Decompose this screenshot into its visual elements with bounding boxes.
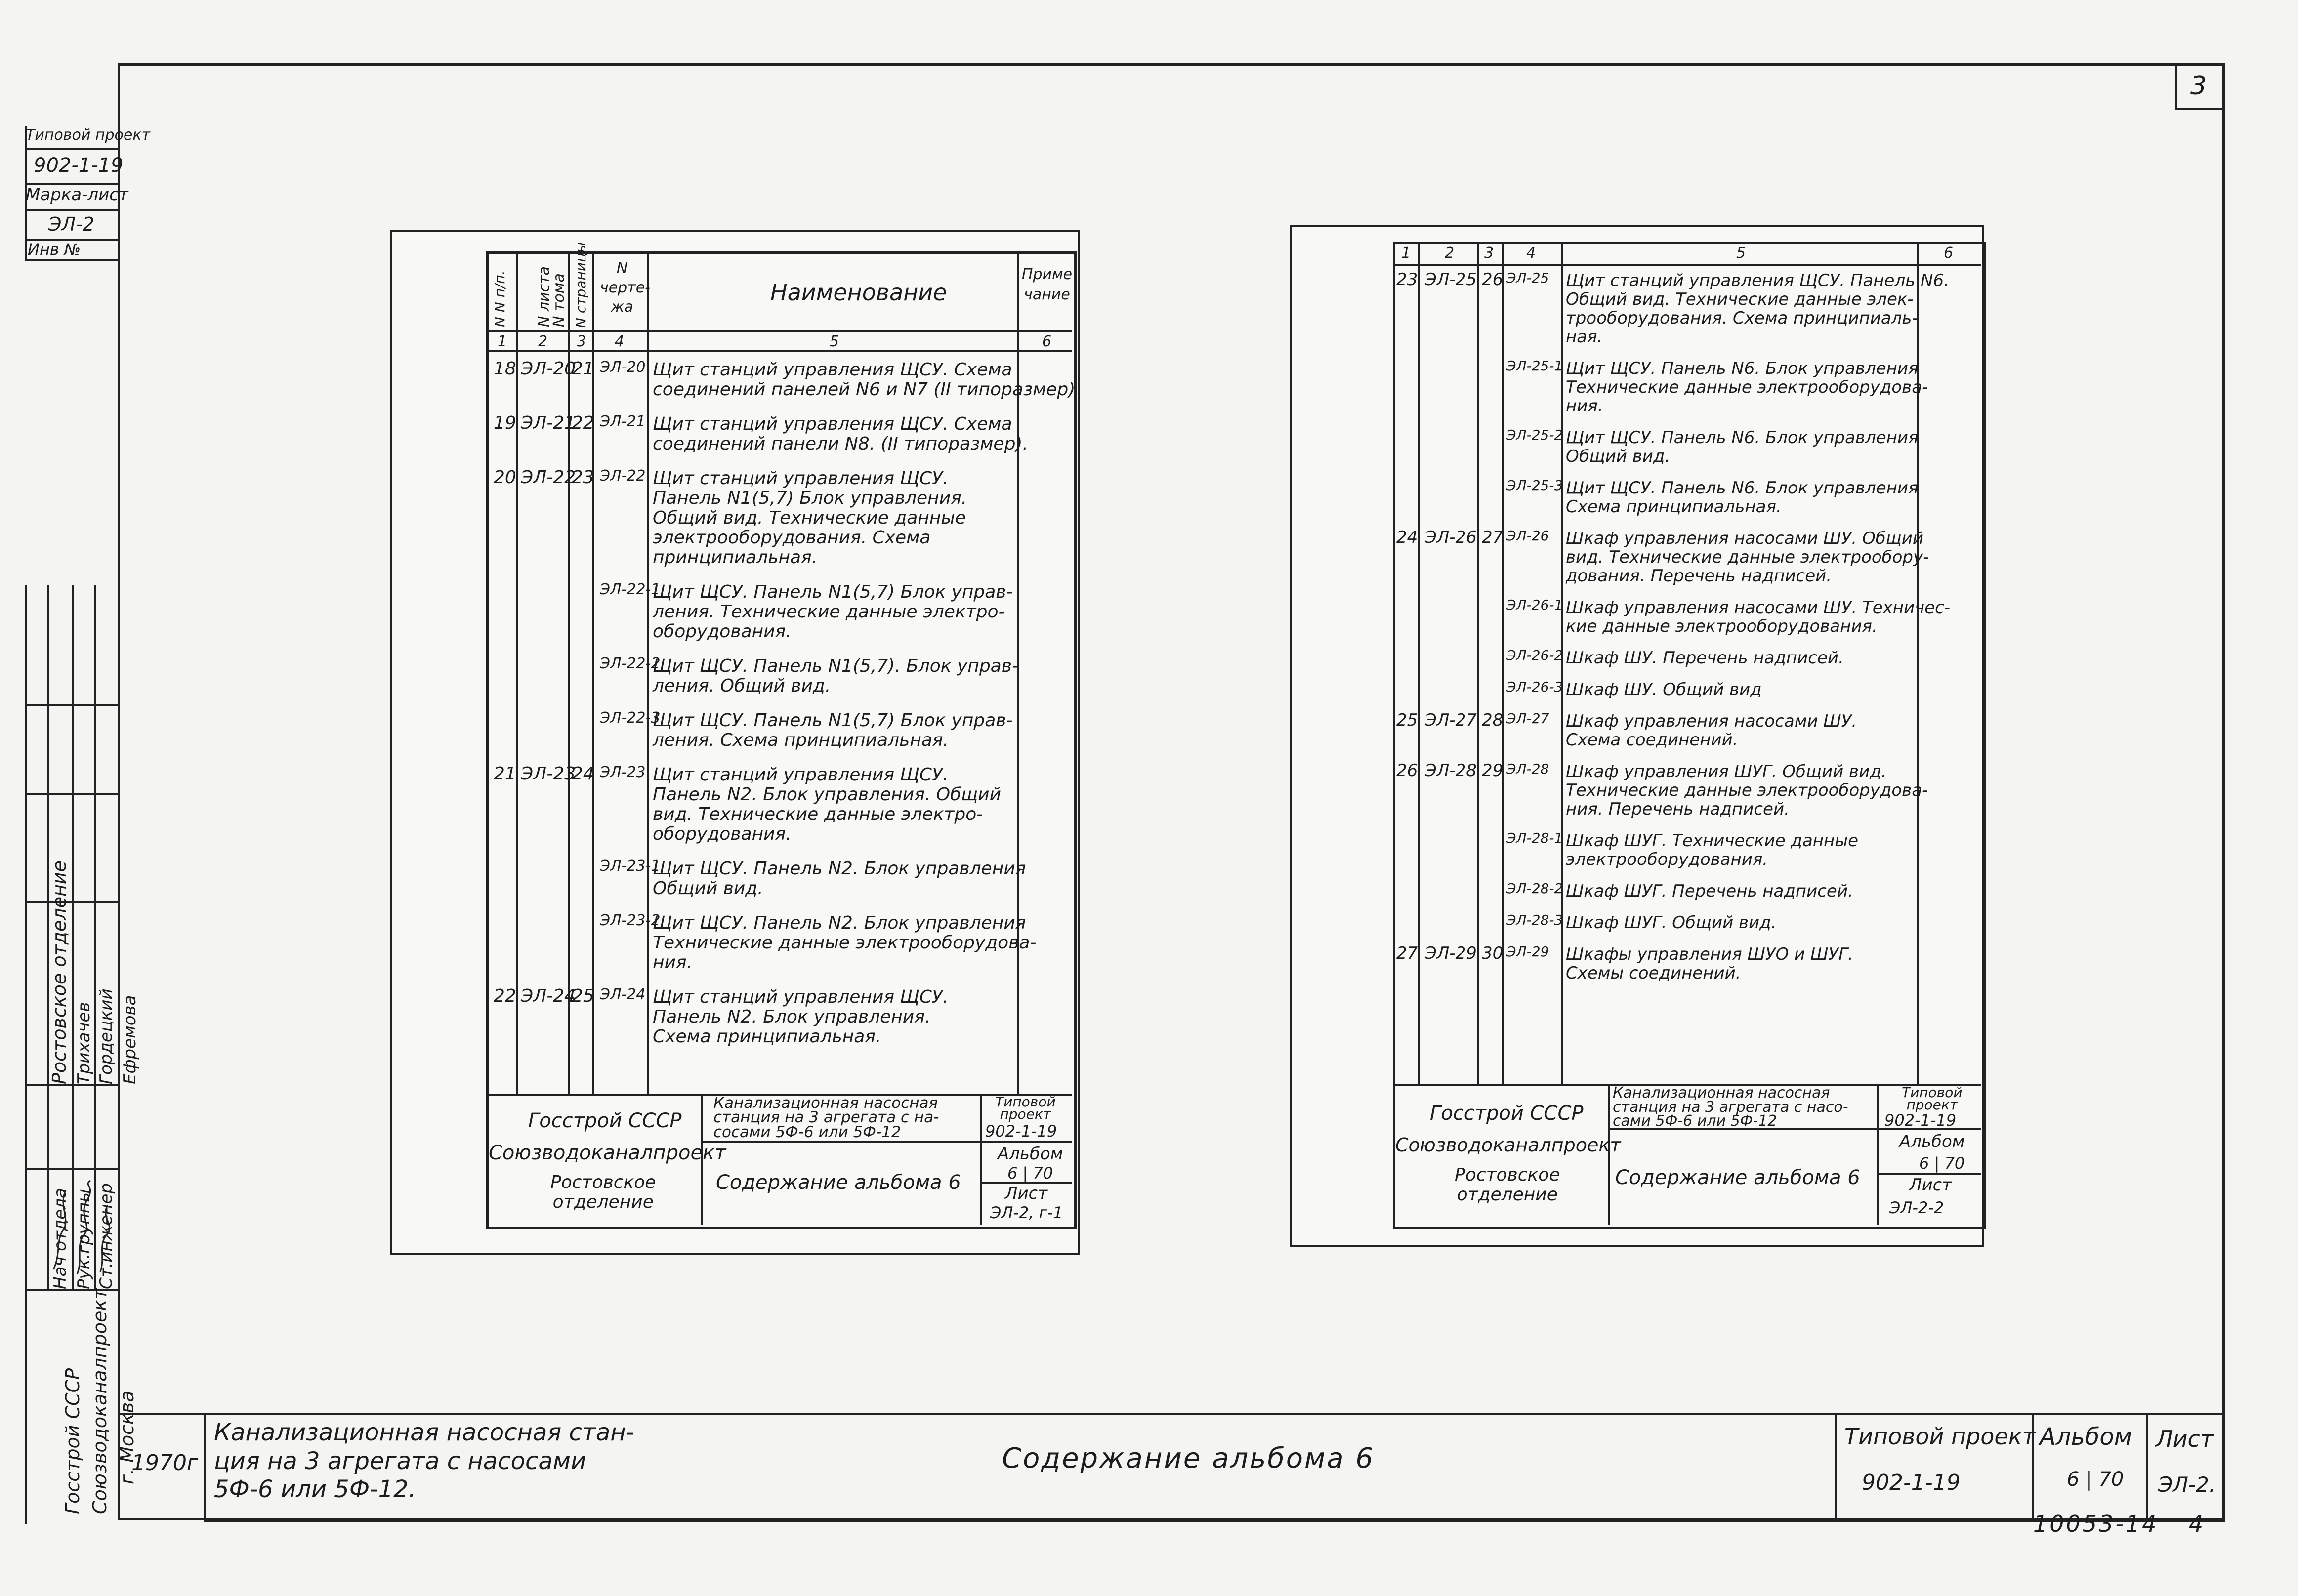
bottom-sheet-value: ЭЛ-2. [2158, 1473, 2216, 1497]
col-note: Приме чание [1021, 266, 1073, 303]
row-drawing: ЭЛ-25-3 [1506, 477, 1563, 493]
row-drawing: ЭЛ-20 [600, 359, 646, 376]
stamp-content-title: Содержание альбома 6 [716, 1171, 961, 1194]
stamp-name-1: Трихачев [74, 1002, 94, 1084]
left-sheet [390, 230, 1080, 1255]
col-name: Наименование [770, 279, 947, 306]
r-stamp-album-label: Альбом [1899, 1132, 1965, 1151]
row-name: Щит станций управления ЩСУ. Панель N1(5,7) Блок управления. Общий вид. Технические данные электрооборудования. Схема принципиальная. [653, 468, 967, 568]
row-name: Шкаф управления насосами ШУ. Техничес- кие данные электрооборудования. [1566, 598, 1951, 636]
row-drawing: ЭЛ-28 [1506, 761, 1549, 777]
page-number: 3 [2190, 71, 2207, 101]
right-table [1393, 242, 1986, 1229]
left-table [486, 242, 1077, 1229]
row-drawing: ЭЛ-26-2 [1506, 647, 1563, 663]
footer-code: 10053-14 [2033, 1511, 2159, 1537]
r-col-num-6: 6 [1944, 245, 1954, 262]
row-volume: 29 [1482, 761, 1504, 780]
row-number: 26 [1396, 761, 1418, 780]
row-volume: 26 [1482, 270, 1504, 289]
bottom-album-label: Альбом [2040, 1423, 2132, 1451]
stamp-type-label: Типовой проект [995, 1094, 1056, 1123]
row-name: Щит ЩСУ. Панель N2. Блок управления Технические данные электрооборудова- ния. [653, 913, 1037, 973]
r-stamp-type-value: 902-1-19 [1884, 1111, 1957, 1130]
row-name: Щит ЩСУ. Панель N1(5,7) Блок управ- ления. Технические данные электро- оборудования. [653, 582, 1013, 642]
r-stamp-org3: Ростовское отделение [1455, 1165, 1560, 1205]
r-stamp-type-label: Типовой проект [1902, 1084, 1963, 1113]
row-name: Шкаф ШУГ. Технические данные электрооборудования. [1566, 831, 1858, 869]
col-drawing: N черте-жа [600, 260, 650, 316]
row-name: Шкаф управления ШУГ. Общий вид. Технические данные электрооборудова- ния. Перечень надписей. [1566, 762, 1928, 819]
row-drawing: ЭЛ-22-1 [600, 581, 661, 598]
stamp-sheet-value: ЭЛ-2, г-1 [990, 1203, 1063, 1222]
bottom-content-title: Содержание альбома 6 [1002, 1442, 1375, 1474]
row-name: Шкаф ШУ. Перечень надписей. [1566, 648, 1844, 668]
col-page: N страницы [573, 242, 589, 328]
col-num-1: 1 [498, 333, 507, 350]
row-number: 20 [494, 467, 516, 488]
stamp-type-value: 902-1-19 [985, 1122, 1057, 1141]
row-name: Щит ЩСУ. Панель N1(5,7) Блок управ- ления. Схема принципиальная. [653, 710, 1013, 750]
row-volume: 22 [572, 413, 594, 433]
row-name: Щит станций управления ЩСУ. Схема соединений панелей N6 и N7 (II типоразмер) [653, 360, 1076, 400]
inv-label: Инв № [28, 240, 81, 259]
row-drawing: ЭЛ-25-1 [1506, 358, 1563, 374]
row-volume: 27 [1482, 528, 1504, 547]
r-col-num-5: 5 [1736, 245, 1746, 262]
row-name: Щит ЩСУ. Панель N1(5,7). Блок управ- ления. Общий вид. [653, 656, 1018, 696]
row-drawing: ЭЛ-28-3 [1506, 912, 1563, 928]
marka-value: ЭЛ-2 [48, 213, 94, 235]
row-drawing: ЭЛ-22-3 [600, 709, 661, 727]
stamp-sheet-label: Лист [1005, 1184, 1048, 1203]
bottom-org-2: Союзводоканалпроект [89, 1288, 111, 1514]
col-num-4: 4 [615, 333, 625, 350]
row-name: Шкаф управления насосами ШУ. Общий вид. Технические данные электрообору- дования. Перечень надписей. [1566, 529, 1929, 586]
col-tom: N тома [550, 273, 568, 327]
signatures [48, 1171, 118, 1289]
row-volume: 24 [572, 764, 594, 784]
row-sheet: ЭЛ-27 [1425, 710, 1477, 730]
row-name: Шкаф ШУГ. Общий вид. [1566, 913, 1777, 933]
marka-label: Марка-лист [26, 185, 128, 205]
row-volume: 28 [1482, 710, 1504, 730]
row-sheet: ЭЛ-24 [521, 986, 576, 1006]
row-drawing: ЭЛ-23-2 [600, 912, 661, 929]
r-stamp-org1: Госстрой СССР [1430, 1102, 1584, 1125]
bottom-album-value: 6 | 70 [2067, 1468, 2124, 1491]
row-name: Шкаф ШУГ. Перечень надписей. [1566, 881, 1853, 901]
stamp-name-2: Гордецкий [96, 988, 116, 1084]
row-sheet: ЭЛ-23 [521, 764, 576, 784]
row-name: Щит ЩСУ. Панель N6. Блок управления Общий вид. [1566, 428, 1919, 466]
row-name: Шкафы управления ШУО и ШУГ. Схемы соединений. [1566, 944, 1853, 983]
r-stamp-sheet-label: Лист [1909, 1175, 1952, 1195]
bottom-org-1: Госстрой СССР [62, 1368, 84, 1514]
col-n: N N п/п. [492, 270, 508, 327]
col-num-3: 3 [577, 333, 586, 350]
type-value: 902-1-19 [34, 154, 124, 177]
footer-page: 4 [2189, 1511, 2204, 1537]
row-sheet: ЭЛ-26 [1425, 528, 1477, 547]
type-label: Типовой проект [26, 126, 150, 144]
row-number: 19 [494, 413, 516, 433]
row-name: Щит ЩСУ. Панель N2. Блок управления Общий вид. [653, 859, 1026, 899]
left-strip [25, 126, 150, 259]
row-name: Шкаф управления насосами ШУ. Схема соединений. [1566, 711, 1857, 750]
r-stamp-content-title: Содержание альбома 6 [1615, 1166, 1860, 1189]
stamp-org2: Союзводоканалпроект [489, 1142, 726, 1164]
bottom-type-value: 902-1-19 [1862, 1470, 1961, 1495]
row-sheet: ЭЛ-20 [521, 359, 576, 379]
row-sheet: ЭЛ-22 [521, 467, 576, 488]
row-name: Щит станций управления ЩСУ. Панель N6. Общий вид. Технические данные элек- трооборудования. Схема принципиаль- ная. [1566, 271, 1949, 347]
row-number: 21 [494, 764, 516, 784]
row-number: 18 [494, 359, 516, 379]
stamp-org1: Госстрой СССР [528, 1109, 682, 1132]
page-number-box [2175, 63, 2225, 110]
stamp-album-label: Альбом [998, 1144, 1063, 1164]
row-number: 22 [494, 986, 516, 1006]
r-col-num-4: 4 [1526, 245, 1536, 262]
stamp-project-title: Канализационная насосная станция на 3 агрегата с на- сосами 5Ф-6 или 5Ф-12 [713, 1094, 939, 1141]
row-volume: 30 [1482, 943, 1504, 963]
row-sheet: ЭЛ-28 [1425, 761, 1477, 780]
row-drawing: ЭЛ-26 [1506, 528, 1549, 544]
stamp-role-2: Рук.группы [74, 1189, 94, 1289]
row-number: 24 [1396, 528, 1418, 547]
vertical-stamp [25, 585, 140, 1524]
row-name: Щит станций управления ЩСУ. Схема соединений панели N8. (II типоразмер). [653, 414, 1028, 454]
bottom-project-title: Канализационная насосная стан- ция на 3 агрегата с насосами 5Ф-6 или 5Ф-12. [214, 1419, 634, 1504]
r-stamp-org2: Союзводоканалпроект [1395, 1134, 1621, 1156]
row-drawing: ЭЛ-27 [1506, 710, 1549, 727]
bottom-year: 1970г [131, 1450, 199, 1475]
stamp-org: Ростовское отделение [48, 860, 70, 1084]
col-num-2: 2 [538, 333, 548, 350]
row-drawing: ЭЛ-26-3 [1506, 679, 1563, 695]
row-drawing: ЭЛ-22-2 [600, 655, 661, 672]
row-drawing: ЭЛ-23-1 [600, 858, 661, 875]
right-sheet [1290, 225, 1984, 1247]
row-drawing: ЭЛ-24 [600, 986, 646, 1003]
row-drawing: ЭЛ-28-2 [1506, 880, 1563, 897]
row-name: Щит станций управления ЩСУ. Панель N2. Блок управления. Схема принципиальная. [653, 987, 949, 1047]
stamp-name-3: Ефремова [120, 995, 140, 1084]
row-drawing: ЭЛ-22 [600, 467, 646, 485]
row-drawing: ЭЛ-25-2 [1506, 427, 1563, 443]
row-number: 27 [1396, 943, 1418, 963]
bottom-stamp [118, 1413, 2225, 1520]
bottom-org-3: г. Москва [116, 1391, 138, 1484]
bottom-type-label: Типовой проект [1844, 1423, 2036, 1450]
row-drawing: ЭЛ-28-1 [1506, 830, 1563, 846]
col-num-5: 5 [830, 333, 839, 350]
row-drawing: ЭЛ-23 [600, 764, 646, 781]
r-stamp-project-title: Канализационная насосная станция на 3 агрегата с насо- сами 5Ф-6 или 5Ф-12 [1613, 1084, 1848, 1130]
row-volume: 21 [572, 359, 594, 379]
row-name: Щит ЩСУ. Панель N6. Блок управления Технические данные электрооборудова- ния. [1566, 359, 1928, 416]
stamp-org3: Ростовское отделение [550, 1172, 656, 1212]
row-drawing: ЭЛ-26-1 [1506, 597, 1563, 613]
row-sheet: ЭЛ-29 [1425, 943, 1477, 963]
row-sheet: ЭЛ-21 [521, 413, 576, 433]
r-col-num-2: 2 [1445, 245, 1455, 262]
r-col-num-1: 1 [1401, 245, 1411, 262]
row-name: Щит станций управления ЩСУ. Панель N2. Блок управления. Общий вид. Технические данные электро- оборудования. [653, 765, 1001, 844]
row-drawing: ЭЛ-29 [1506, 943, 1549, 960]
stamp-role-1: Нач отдела [50, 1188, 70, 1289]
row-drawing: ЭЛ-21 [600, 413, 646, 430]
col-num-6: 6 [1042, 333, 1052, 350]
r-stamp-sheet-value: ЭЛ-2-2 [1889, 1198, 1944, 1217]
row-drawing: ЭЛ-25 [1506, 270, 1549, 286]
row-volume: 23 [572, 467, 594, 488]
col-list: N листа [536, 266, 553, 327]
r-stamp-album-value: 6 | 70 [1919, 1154, 1965, 1173]
row-number: 25 [1396, 710, 1418, 730]
bottom-sheet-label: Лист [2156, 1426, 2214, 1452]
r-col-num-3: 3 [1484, 245, 1494, 262]
row-name: Щит ЩСУ. Панель N6. Блок управления Схема принципиальная. [1566, 478, 1919, 517]
row-volume: 25 [572, 986, 594, 1006]
row-sheet: ЭЛ-25 [1425, 270, 1477, 289]
row-number: 23 [1396, 270, 1418, 289]
stamp-album-value: 6 | 70 [1007, 1164, 1053, 1183]
row-name: Шкаф ШУ. Общий вид [1566, 680, 1762, 699]
stamp-role-3: Ст.инженер [96, 1183, 116, 1289]
